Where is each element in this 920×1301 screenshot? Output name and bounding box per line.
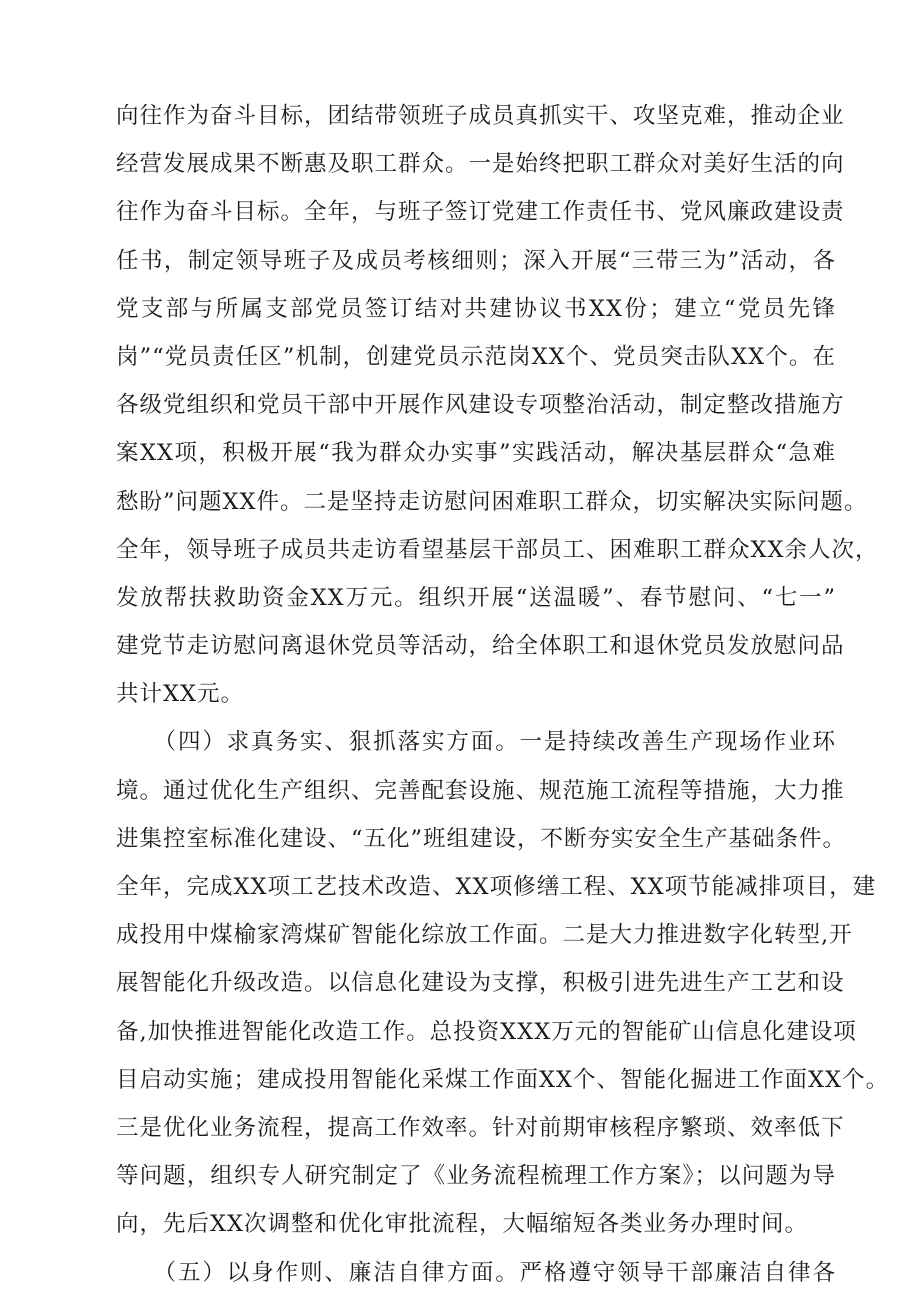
- text-line: 愁盼”问题XX件。二是坚持走访慰问困难职工群众，切实解决实际问题。: [116, 488, 868, 515]
- text-line: 往作为奋斗目标。全年，与班子签订党建工作责任书、党风廉政建设责: [116, 199, 845, 226]
- text-line: 展智能化升级改造。以信息化建设为支撑，积极引进先进生产工艺和设: [116, 970, 845, 997]
- text-line: 等问题，组织专人研究制定了《业务流程梳理工作方案》；以问题为导: [116, 1163, 836, 1190]
- text-line: 进集控室标准化建设、“五化”班组建设，不断夯实安全生产基础条件。: [116, 825, 847, 852]
- text-line: 岗”“党员责任区”机制，创建党员示范岗XX个、党员突击队XX个。在: [116, 343, 836, 370]
- text-line: 备,加快推进智能化改造工作。总投资XXX万元的智能矿山信息化建设项: [116, 1018, 857, 1045]
- text-line: 目启动实施；建成投用智能化采煤工作面XX个、智能化掘进工作面XX个。: [116, 1066, 890, 1093]
- text-line: 任书，制定领导班子及成员考核细则；深入开展“三带三为”活动，各: [116, 247, 836, 274]
- text-line: 全年，完成XX项工艺技术改造、XX项修缮工程、XX项节能减排项目，建: [116, 874, 877, 900]
- section-heading-line: （四）求真务实、狠抓落实方面。一是持续改善生产现场作业环: [116, 729, 836, 756]
- text-line: 成投用中煤榆家湾煤矿智能化综放工作面。二是大力推进数字化转型,开: [116, 922, 853, 949]
- text-line: 境。通过优化生产组织、完善配套设施、规范施工流程等措施，大力推: [116, 777, 845, 804]
- text-line: 共计XX元。: [116, 681, 245, 708]
- text-line: 经营发展成果不断惠及职工群众。一是始终把职工群众对美好生活的向: [116, 151, 845, 178]
- text-line: 向，先后XX次调整和优化审批流程，大幅缩短各类业务办理时间。: [116, 1211, 809, 1238]
- text-line: 案XX项，积极开展“我为群众办实事”实践活动，解决基层群众“急难: [116, 440, 836, 467]
- text-line: 发放帮扶救助资金XX万元。组织开展“送温暖”、春节慰问、“七一”: [116, 584, 836, 611]
- text-line: 党支部与所属支部党员签订结对共建协议书XX份；建立“党员先锋: [116, 295, 836, 322]
- section-heading-line: （五）以身作则、廉洁自律方面。严格遵守领导干部廉洁自律各: [116, 1259, 836, 1286]
- text-line: 建党节走访慰问离退休党员等活动，给全体职工和退休党员发放慰问品: [116, 633, 845, 660]
- text-line: 三是优化业务流程，提高工作效率。针对前期审核程序繁琐、效率低下: [116, 1114, 845, 1141]
- text-line: 各级党组织和党员干部中开展作风建设专项整治活动，制定整改措施方: [116, 392, 845, 419]
- body-text: [116, 92, 890, 1297]
- text-line: 向往作为奋斗目标，团结带领班子成员真抓实干、攻坚克难，推动企业: [116, 103, 845, 129]
- text-line: 全年，领导班子成员共走访看望基层干部员工、困难职工群众XX余人次，: [116, 536, 879, 563]
